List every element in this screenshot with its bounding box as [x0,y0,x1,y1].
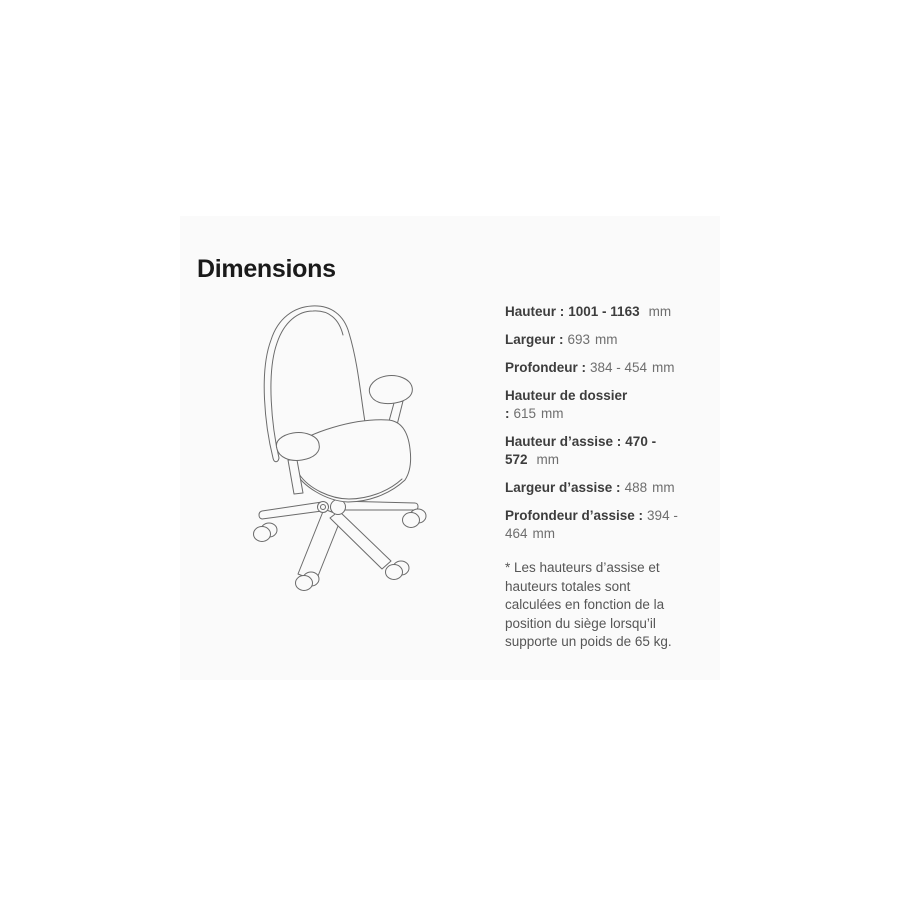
spec-unit: mm [536,452,560,467]
spec-value: 470 - 572 [505,434,657,467]
spec-value: 693 [567,332,591,347]
spec-label: Hauteur de dossier : [505,388,628,421]
spec-label: Largeur : [505,332,564,347]
chair-base [254,500,427,591]
spec-row-hauteur-assise [505,433,681,469]
spec-label: Profondeur : [505,360,586,375]
spec-row-hauteur-dossier [505,387,681,423]
spec-unit: mm [648,304,672,319]
spec-unit: mm [652,480,675,495]
spec-row-profondeur-assise [505,507,681,543]
spec-value: 384 - 454 [590,360,648,375]
chair-illustration [228,290,476,630]
section-title: Dimensions [197,254,336,283]
caster-front-right [386,561,410,580]
spec-label: Hauteur : [505,304,565,319]
spec-label: Largeur d’assise : [505,480,621,495]
caster-rear-left [254,523,278,542]
spec-unit: mm [532,526,556,541]
spec-row-profondeur [505,359,681,377]
spec-value: 615 [513,406,537,421]
spec-label: Profondeur d’assise : [505,508,644,523]
chair-line-drawing-svg [228,290,476,630]
spec-unit: mm [541,406,564,421]
spec-value: 394 - 464 [505,508,678,541]
spec-unit: mm [595,332,618,347]
spec-row-largeur-assise [505,479,681,497]
spec-row-largeur [505,331,681,349]
heights-footnote: * Les hauteurs d’assise et hauteurs totales sont calculées en fonction de la position du siège lorsqu’il supporte un poids de 65 kg. [505,560,672,649]
spec-value: 1001 - 1163 [568,304,640,319]
dimensions-spec-list [505,303,681,652]
dimensions-panel [180,216,720,680]
caster-rear-right [403,509,427,528]
spec-value: 488 [624,480,648,495]
spec-unit: mm [652,360,675,375]
chair-seat [289,420,411,502]
spec-row-hauteur [505,303,681,321]
spec-label: Hauteur d’assise : [505,434,622,449]
